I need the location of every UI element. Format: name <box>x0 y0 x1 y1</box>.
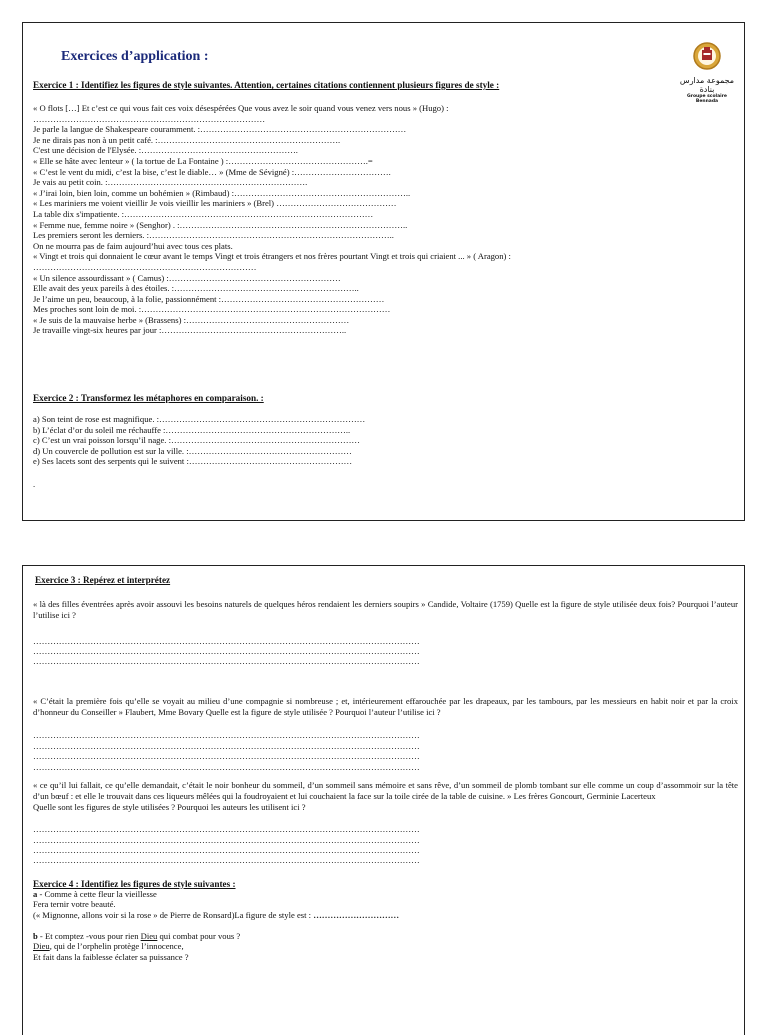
answer-line[interactable]: ……………………………………………………………………………………………………………………… <box>33 656 420 667</box>
item-b-label: b <box>33 930 38 941</box>
answer-line[interactable]: ……………………………………………………………………………………………………………………… <box>33 730 420 741</box>
answer-line[interactable]: ……………………………………………………………………………………………………………………… <box>33 855 420 866</box>
crest-icon <box>690 41 724 71</box>
exercise-line: …………………………………………………………………… <box>33 261 257 272</box>
exercise-4-a-source: (« Mignonne, allons voir si la rose » de Pierre de Ronsard)La figure de style est : ………………………… <box>33 910 400 921</box>
answer-line[interactable]: ……………………………………………………………………………………………………………………… <box>33 824 420 835</box>
exercise-3-question-3b: Quelle sont les figures de style utilisées ? Pourquoi les auteurs les utilisent ici ? <box>33 801 306 812</box>
answer-line[interactable]: ……………………………………………………………………………………………………………………… <box>33 646 420 656</box>
exercise-sheet-page-2 <box>22 565 745 1035</box>
exercise-line: Je vais au petit coin. :……………………………………………………………. <box>33 177 308 188</box>
exercise-line: c) C’est un vrai poisson lorsqu’il nage. :………………………………………………………… <box>33 435 361 446</box>
exercise-3-question-2: « C’était la première fois qu’elle se voyait au milieu d’une compagnie si nombreuse ; et, intérieurement effarouchée par les drapeaux, par les tambours, par les messieurs en habit noir et par la croix d’honneur du Conseiller » Flaubert, Mme Bovary Quelle est la figure de style utilisée ? Pourquoi l’auteur l’utilise ici ? <box>33 695 738 717</box>
answer-line[interactable]: ……………………………………………………………………………………………………………………… <box>33 751 420 762</box>
exercise-3-question-1: « là des filles éventrées après avoir assouvi les besoins naturels de quelques héros rendaient les derniers soupirs » Candide, Voltaire (1759) Quelle est la figure de style utilisée deux fois? Pourquoi l’auteur l’utilise ici ? <box>33 599 738 620</box>
exercise-4 <box>33 879 738 963</box>
exercise-line: Mes proches sont loin de moi. :…………………………………………………………………………… <box>33 304 391 315</box>
exercise-line: ……………………………………………………………………… <box>33 113 266 124</box>
exercise-line: « Elle se hâte avec lenteur » ( la tortue de La Fontaine ) :………………………………………….= <box>33 155 373 166</box>
exercise-line: On ne mourra pas de faim aujourd’hui avec tous ces plats. <box>33 240 233 251</box>
exercise-line: a) Son teint de rose est magnifique. :……………………………………………………………… <box>33 414 366 424</box>
exercise-4-a-line-1: a - Comme à cette fleur la vieillesse <box>33 888 157 899</box>
exercise-2 <box>33 393 738 490</box>
logo-latin-text: Groupe scolaire Bennada <box>687 94 727 104</box>
exercise-line: d) Un couvercle de pollution est sur la ville. :………………………………………………… <box>33 445 352 456</box>
exercise-line: C'est une décision de l'Elysée. :………………………………………………. <box>33 145 298 156</box>
exercise-line: « J’irai loin, bien loin, comme un bohémien » (Rimbaud) :…………………………………………………….. <box>33 187 411 198</box>
end-mark: . <box>33 478 36 489</box>
answer-line[interactable]: ……………………………………………………………………………………………………………………… <box>33 635 420 646</box>
exercise-4-b-line-2: Dieu, qui de l’orphelin protège l’innocence, <box>33 941 184 952</box>
exercise-line: « O flots […] Et c’est ce qui vous fait ces voix désespérées Que vous avez le soir quand vous venez vers nous » (Hugo) : <box>33 103 449 113</box>
answer-line[interactable]: ……………………………………………………………………………………………………………………… <box>33 834 420 845</box>
exercise-1-heading: Exercice 1 : Identifiez les figures de style suivantes. Attention, certaines citations contiennent plusieurs figures de style : <box>33 80 500 90</box>
exercise-2-lines <box>33 414 738 467</box>
exercise-line: Je l’aime un peu, beaucoup, à la folie, passionnément :………………………………………………… <box>33 293 385 304</box>
exercise-line: Elle avait des yeux pareils à des étoiles. :……………………………………………………….. <box>33 283 359 294</box>
exercise-1-lines <box>33 103 738 336</box>
page-title: Exercices d’application : <box>61 49 209 64</box>
exercise-line: « Un silence assourdissant » ( Camus) :…………………………………………………… <box>33 272 341 283</box>
exercise-line: b) L’éclat d’or du soleil me réchauffe :……………………………………………………….. <box>33 424 351 435</box>
item-a-label: a <box>33 888 38 899</box>
exercise-4-heading: Exercice 4 : Identifiez les figures de style suivantes : <box>33 878 236 889</box>
exercise-sheet-page-1 <box>22 22 745 521</box>
exercise-line: Les premiers seront les derniers. :………………………………………………………………………….. <box>33 230 394 241</box>
exercise-line: « Je suis de la mauvaise herbe » (Brassens) :………………………………………………… <box>33 314 350 325</box>
exercise-line: Je ne dirais pas non à un petit café. :………………………………………………………. <box>33 134 341 145</box>
exercise-line: « Femme nue, femme noire » (Senghor) . :…………………………………………………………………….. <box>33 219 408 230</box>
exercise-line: « Les mariniers me voient vieillir Je vois vieillir les mariniers » (Brel) …………………………………… <box>33 198 397 209</box>
exercise-4-b-line-1: b - Et comptez -vous pour rien Dieu qui combat pour vous ? <box>33 930 241 941</box>
exercise-3-question-3: « ce qu’il lui fallait, ce qu’elle demandait, c’était le noir bonheur du sommeil, d’un sommeil sans mémoire et sans rêve, d’un sommeil de plomb tombant sur elle comme un coup d’assommoir sur la tête d’un bœuf : et elle le trouvait dans ces liqueurs mêlées qui la foudroyaient et lui couchaient la face sur la toile cirée de la table de cuisine. » Les frères Goncourt, Germinie Lacerteux <box>33 780 738 801</box>
exercise-line: e) Ses lacets sont des serpents qui le suivent :………………………………………………… <box>33 456 353 467</box>
answer-line[interactable]: ……………………………………………………………………………………………………………………… <box>33 740 420 751</box>
exercise-line: « Vingt et trois qui donnaient le cœur avant le temps Vingt et trois étrangers et nos frères pourtant Vingt et trois qui criaient ... » ( Aragon) : <box>33 251 511 262</box>
logo-arabic-text: مجموعة مدارس بنادة <box>679 76 735 94</box>
exercise-4-b-line-3: Et fait dans la faiblesse éclater sa puissance ? <box>33 951 189 962</box>
exercise-1 <box>33 80 738 336</box>
exercise-line: Je parle la langue de Shakespeare couramment. :……………………………………………………………… <box>33 124 407 135</box>
exercise-3-heading: Exercice 3 : Repérez et interprétez <box>35 575 171 585</box>
exercise-3 <box>33 575 738 962</box>
exercise-4-a-line-2: Fera ternir votre beauté. <box>33 899 116 910</box>
exercise-2-heading: Exercice 2 : Transformez les métaphores en comparaison. : <box>33 393 264 403</box>
exercise-line: La table dix s'impatiente. :…………………………………………………………………………… <box>33 208 374 219</box>
answer-line[interactable]: ……………………………………………………………………………………………………………………… <box>33 845 420 856</box>
answer-line[interactable]: ……………………………………………………………………………………………………………………… <box>33 761 420 772</box>
exercise-line: Je travaille vingt-six heures par jour :……………………………………………………….. <box>33 325 347 336</box>
answer-blank[interactable]: ………………………… <box>313 910 400 921</box>
exercise-line: « C’est le vent du midi, c’est la bise, c’est le diable… » (Mme de Sévigné) :……………………………. <box>33 166 391 177</box>
